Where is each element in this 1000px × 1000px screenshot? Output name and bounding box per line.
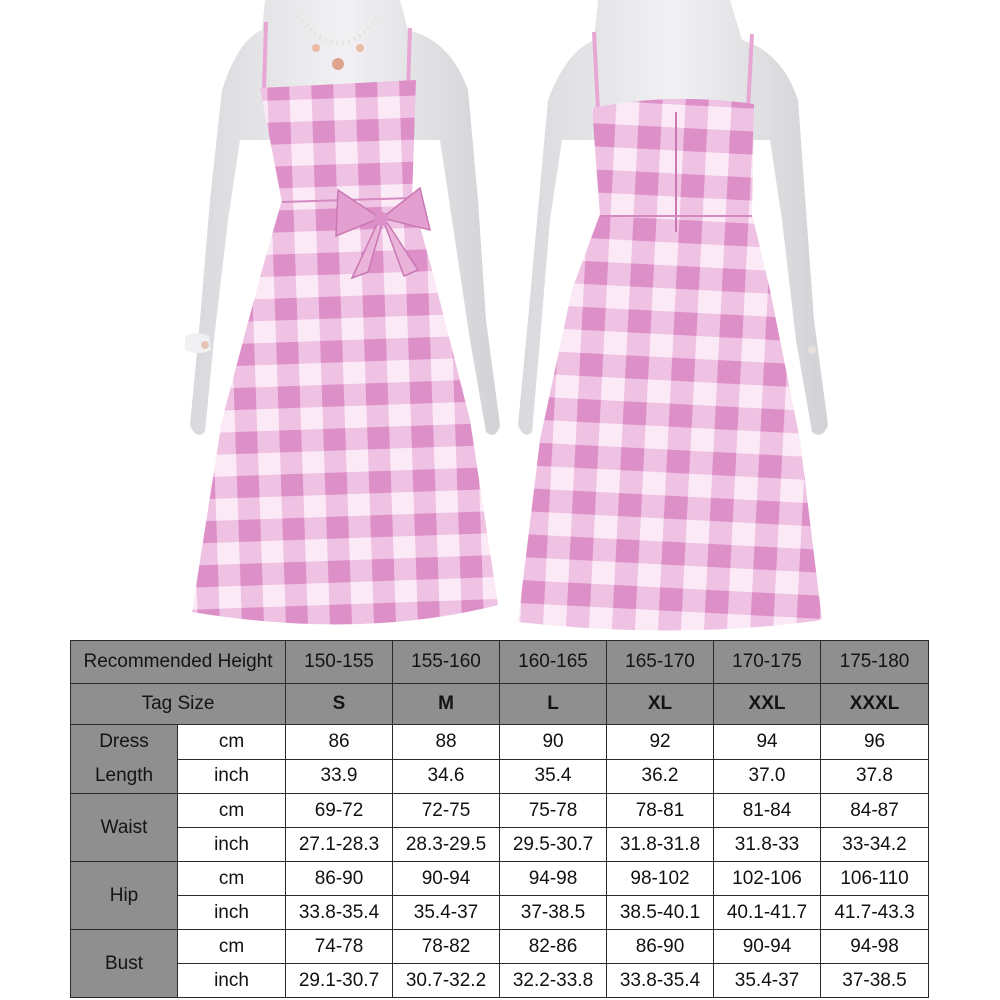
unit-cm: cm xyxy=(178,930,286,964)
height-cell: 170-175 xyxy=(714,641,821,684)
unit-cm: cm xyxy=(178,725,286,760)
value-cell: 33-34.2 xyxy=(821,828,929,862)
value-cell: 41.7-43.3 xyxy=(821,896,929,930)
value-cell: 78-82 xyxy=(393,930,500,964)
dress-length-label xyxy=(71,725,178,794)
value-cell: 98-102 xyxy=(607,862,714,896)
value-cell: 81-84 xyxy=(714,794,821,828)
bust-inch-row xyxy=(71,964,929,998)
value-cell: 32.2-33.8 xyxy=(500,964,607,998)
height-cell: 175-180 xyxy=(821,641,929,684)
value-cell: 94-98 xyxy=(500,862,607,896)
value-cell: 31.8-33 xyxy=(714,828,821,862)
unit-inch: inch xyxy=(178,759,286,794)
tag-size-label: Tag Size xyxy=(71,684,286,725)
size-cell: XL xyxy=(607,684,714,725)
size-cell: XXL xyxy=(714,684,821,725)
dress-length-label-line2: Length xyxy=(94,765,154,786)
unit-inch: inch xyxy=(178,828,286,862)
value-cell: 29.5-30.7 xyxy=(500,828,607,862)
height-cell: 165-170 xyxy=(607,641,714,684)
size-table xyxy=(70,640,929,998)
value-cell: 34.6 xyxy=(393,759,500,794)
value-cell: 40.1-41.7 xyxy=(714,896,821,930)
value-cell: 88 xyxy=(393,725,500,760)
value-cell: 29.1-30.7 xyxy=(286,964,393,998)
size-chart xyxy=(70,640,930,1000)
value-cell: 28.3-29.5 xyxy=(393,828,500,862)
value-cell: 37.0 xyxy=(714,759,821,794)
dress-length-cm-row xyxy=(71,725,929,760)
value-cell: 86-90 xyxy=(286,862,393,896)
value-cell: 72-75 xyxy=(393,794,500,828)
value-cell: 86-90 xyxy=(607,930,714,964)
hip-cm-row xyxy=(71,862,929,896)
height-cell: 155-160 xyxy=(393,641,500,684)
bust-cm-row xyxy=(71,930,929,964)
size-cell: S xyxy=(286,684,393,725)
height-cell: 150-155 xyxy=(286,641,393,684)
value-cell: 102-106 xyxy=(714,862,821,896)
value-cell: 106-110 xyxy=(821,862,929,896)
value-cell: 84-87 xyxy=(821,794,929,828)
hip-inch-row xyxy=(71,896,929,930)
unit-inch: inch xyxy=(178,896,286,930)
height-cell: 160-165 xyxy=(500,641,607,684)
value-cell: 90-94 xyxy=(714,930,821,964)
value-cell: 33.8-35.4 xyxy=(286,896,393,930)
size-cell: M xyxy=(393,684,500,725)
value-cell: 82-86 xyxy=(500,930,607,964)
value-cell: 27.1-28.3 xyxy=(286,828,393,862)
height-row xyxy=(71,641,929,684)
value-cell: 33.8-35.4 xyxy=(607,964,714,998)
unit-cm: cm xyxy=(178,794,286,828)
value-cell: 35.4 xyxy=(500,759,607,794)
value-cell: 86 xyxy=(286,725,393,760)
hip-label: Hip xyxy=(71,862,178,930)
value-cell: 31.8-31.8 xyxy=(607,828,714,862)
value-cell: 37-38.5 xyxy=(821,964,929,998)
size-cell: L xyxy=(500,684,607,725)
waist-cm-row xyxy=(71,794,929,828)
dress-length-label-line1: Dress xyxy=(99,731,149,752)
size-cell: XXXL xyxy=(821,684,929,725)
value-cell: 90 xyxy=(500,725,607,760)
tag-size-row xyxy=(71,684,929,725)
value-cell: 37.8 xyxy=(821,759,929,794)
unit-inch: inch xyxy=(178,964,286,998)
value-cell: 94 xyxy=(714,725,821,760)
waist-inch-row xyxy=(71,828,929,862)
value-cell: 96 xyxy=(821,725,929,760)
value-cell: 75-78 xyxy=(500,794,607,828)
recommended-height-label: Recommended Height xyxy=(71,641,286,684)
value-cell: 90-94 xyxy=(393,862,500,896)
value-cell: 37-38.5 xyxy=(500,896,607,930)
bust-label: Bust xyxy=(71,930,178,998)
value-cell: 36.2 xyxy=(607,759,714,794)
bracelet xyxy=(808,346,816,354)
value-cell: 35.4-37 xyxy=(714,964,821,998)
value-cell: 78-81 xyxy=(607,794,714,828)
value-cell: 30.7-32.2 xyxy=(393,964,500,998)
value-cell: 94-98 xyxy=(821,930,929,964)
value-cell: 38.5-40.1 xyxy=(607,896,714,930)
value-cell: 33.9 xyxy=(286,759,393,794)
value-cell: 92 xyxy=(607,725,714,760)
value-cell: 74-78 xyxy=(286,930,393,964)
waist-label: Waist xyxy=(71,794,178,862)
bracelet xyxy=(201,341,209,349)
value-cell: 69-72 xyxy=(286,794,393,828)
value-cell: 35.4-37 xyxy=(393,896,500,930)
dress-length-inch-row xyxy=(71,759,929,794)
unit-cm: cm xyxy=(178,862,286,896)
